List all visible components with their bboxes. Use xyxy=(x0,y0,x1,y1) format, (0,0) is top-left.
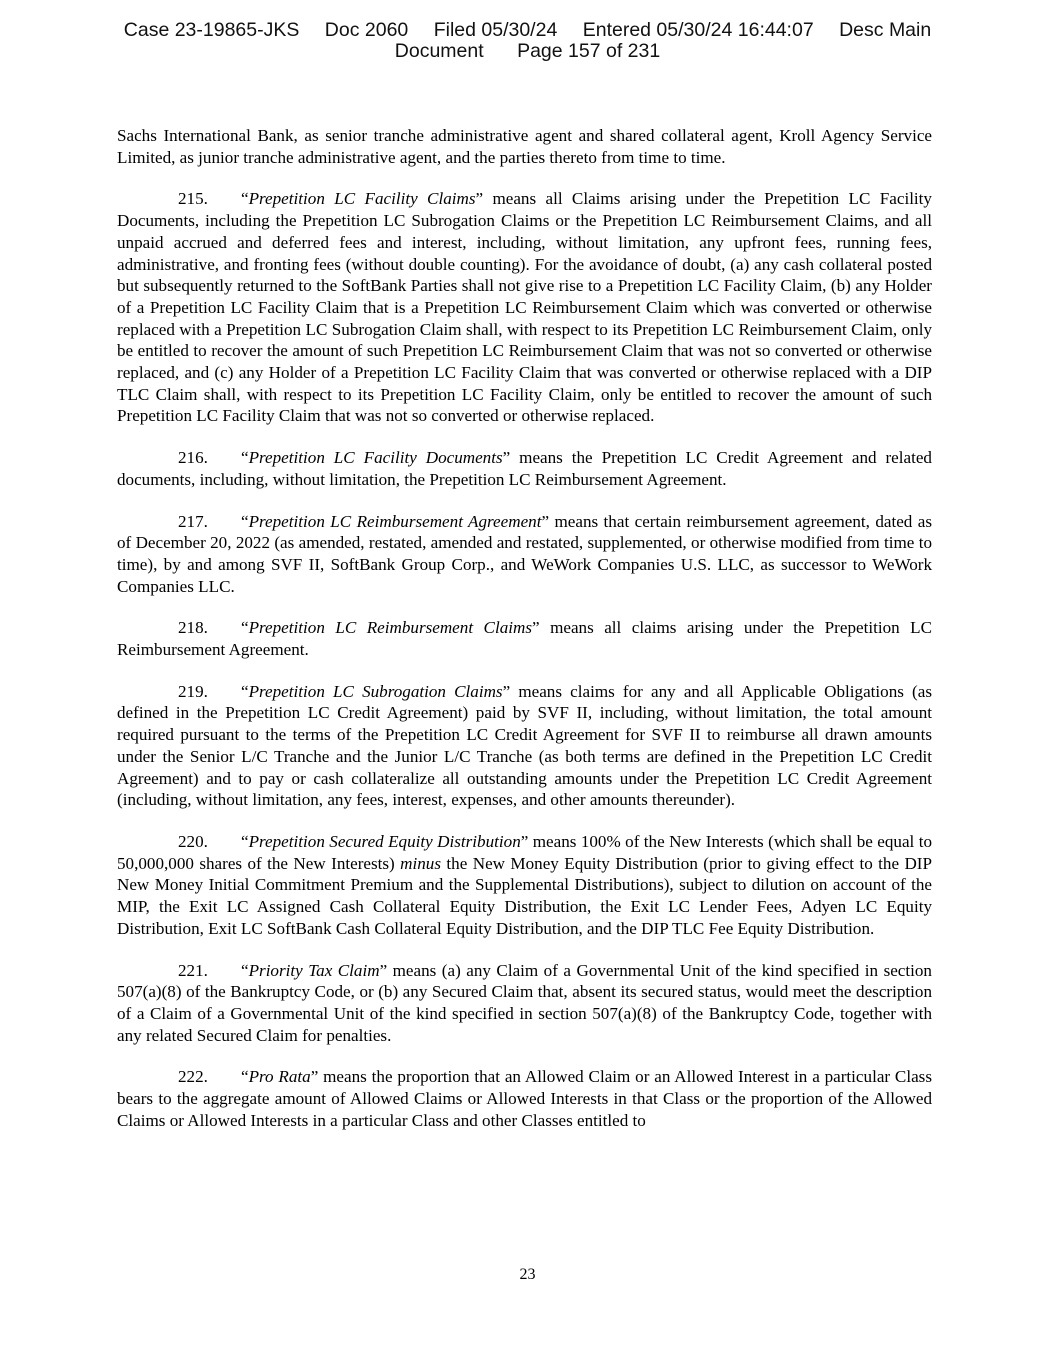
defined-term: Prepetition LC Reimbursement Claims xyxy=(248,618,532,638)
definition-text: ” means 100% of the New Interests (which shall be equal to 50,000,000 shares of the New Interests) xyxy=(117,831,932,873)
defined-term: Prepetition LC Subrogation Claims xyxy=(248,681,503,701)
emphasis-minus: minus xyxy=(400,853,441,873)
definition-219: 219. “Prepetition LC Subrogation Claims” means claims for any and all Applicable Obligations (as defined in the Prepetition LC Credit Agreement) paid by SVF II, including, without limitation, the total amount required pursuant to the terms of the Prepetition LC Credit Agreement for SVF II to reimburse all drawn amounts under the Senior L/C Tranche and the Junior L/C Tranche (as both terms are defined in the Prepetition LC Credit Agreement) and to pay or cash collateralize all outstanding amounts under the Prepetition LC Credit Agreement (including, without limitation, any fees, interest, expenses, and other amounts thereunder). xyxy=(117,681,932,810)
doc-number: Doc 2060 xyxy=(324,19,409,41)
definition-number: 220. xyxy=(178,831,208,851)
definition-number: 219. xyxy=(178,681,208,701)
document-body xyxy=(117,125,932,1151)
definition-text-continued: the New Money Equity Distribution (prior to giving effect to the DIP New Money Initial Commitment Premium and the Supplemental Distributions), subject to dilution on account of the MIP, the Exit LC Assigned Cash Collateral Equity Distribution, the Exit LC Lender Fees, Adyen LC Equity Distribution, Exit LC SoftBank Cash Collateral Equity Distribution, and the DIP TLC Fee Equity Distribution. xyxy=(117,853,933,938)
definition-text: ” means the proportion that an Allowed Claim or an Allowed Interest in a particular Class bears to the aggregate amount of Allowed Claims or Allowed Interests in that Class or the proportion of the Allowed Claims or Allowed Interests in a particular Class and other Classes entitled to xyxy=(117,1067,932,1130)
defined-term: Prepetition LC Facility Claims xyxy=(248,189,476,209)
definition-text: ” means claims for any and all Applicable Obligations (as defined in the Prepetition LC Credit Agreement) paid by SVF II, including, without limitation, the total amount required pursuant to the terms of the Prepetition LC Credit Agreement for SVF II to reimburse all drawn amounts under the Senior L/C Tranche and the Junior L/C Tranche (as both terms are defined in the Prepetition LC Credit Agreement) and to pay or cash collateralize all outstanding amounts under the Prepetition LC Credit Agreement (including, without limitation, any fees, interest, expenses, and other amounts thereunder). xyxy=(117,681,932,810)
definition-number: 218. xyxy=(178,618,208,638)
page-number: 23 xyxy=(519,1266,536,1283)
header-line-2 xyxy=(0,41,1055,62)
definition-222: 222. “Pro Rata” means the proportion that an Allowed Claim or an Allowed Interest in a particular Class bears to the aggregate amount of Allowed Claims or Allowed Interests in that Class or the proportion of the Allowed Claims or Allowed Interests in a particular Class and other Classes entitled to xyxy=(117,1067,932,1130)
definition-text: ” means that certain reimbursement agreement, dated as of December 20, 2022 (as amended, restated, amended and restated, supplemented, or otherwise modified from time to time), by and among SVF II, SoftBank Group Corp., and WeWork Companies U.S. LLC, as successor to WeWork Companies LLC. xyxy=(117,511,933,596)
definition-215: 215. “Prepetition LC Facility Claims” means all Claims arising under the Prepetition LC Facility Documents, including the Prepetition LC Subrogation Claims or the Prepetition LC Reimbursement Claims, and all unpaid accrued and deferred fees and interest, including, without limitation, any upfront fees, running fees, administrative, and fronting fees (without double counting). For the avoidance of doubt, (a) any cash collateral posted but subsequently returned to the SoftBank Parties shall not give rise to a Prepetition LC Facility Claim, (b) any Holder of a Prepetition LC Facility Claim that is a Prepetition LC Reimbursement Claim which was converted or otherwise replaced with a Prepetition LC Subrogation Claim shall, with respect to its Prepetition LC Reimbursement Claim, only be entitled to recover the amount of such Prepetition LC Reimbursement Claim that was not so converted or otherwise replaced, and (c) any Holder of a Prepetition LC Facility Claim that was converted or otherwise replaced with a DIP TLC Claim shall, with respect to its Prepetition LC Facility Claim, only be entitled to recover the amount of such Prepetition LC Facility Claim that was not so converted or otherwise replaced. xyxy=(117,189,932,426)
document-label: Document xyxy=(394,40,484,62)
definition-text: ” means all claims arising under the Prepetition LC Reimbursement Agreement. xyxy=(117,618,932,660)
header-line-1 xyxy=(0,20,1055,41)
definition-217: 217. “Prepetition LC Reimbursement Agreement” means that certain reimbursement agreement, dated as of December 20, 2022 (as amended, restated, amended and restated, supplemented, or otherwise modified from time to time), by and among SVF II, SoftBank Group Corp., and WeWork Companies U.S. LLC, as successor to WeWork Companies LLC. xyxy=(117,511,933,596)
definition-number: 221. xyxy=(178,960,208,980)
definition-number: 217. xyxy=(178,511,208,531)
definition-number: 215. xyxy=(178,189,208,209)
defined-term: Prepetition LC Facility Documents xyxy=(248,448,503,468)
defined-term: Prepetition LC Reimbursement Agreement xyxy=(248,511,542,531)
continuation-paragraph: Sachs International Bank, as senior tranche administrative agent and shared collateral agent, Kroll Agency Service Limited, as junior tranche administrative agent, and the parties thereto from time to time. xyxy=(117,126,932,167)
case-number: Case 23-19865-JKS xyxy=(123,19,300,41)
doc-description: Desc Main xyxy=(839,19,932,41)
definition-221: 221. “Priority Tax Claim” means (a) any Claim of a Governmental Unit of the kind specified in section 507(a)(8) of the Bankruptcy Code, or (b) any Secured Claim that, absent its secured status, would meet the description of a Claim of a Governmental Unit of the kind specified in section 507(a)(8) of the Bankruptcy Code, together with any related Secured Claim for penalties. xyxy=(117,960,932,1045)
definition-220: 220. “Prepetition Secured Equity Distribution” means 100% of the New Interests (which shall be equal to 50,000,000 shares of the New Interests) minus the New Money Equity Distribution (prior to giving effect to the DIP New Money Initial Commitment Premium and the Supplemental Distributions), subject to dilution on account of the MIP, the Exit LC Assigned Cash Collateral Equity Distribution, the Exit LC Lender Fees, Adyen LC Equity Distribution, Exit LC SoftBank Cash Collateral Equity Distribution, and the DIP TLC Fee Equity Distribution. xyxy=(117,831,933,938)
definition-number: 216. xyxy=(178,448,208,468)
page-indicator: Page 157 of 231 xyxy=(517,40,661,62)
filed-date: Filed 05/30/24 xyxy=(433,19,558,41)
definition-218: 218. “Prepetition LC Reimbursement Claims” means all claims arising under the Prepetition LC Reimbursement Agreement. xyxy=(117,618,932,660)
definition-number: 222. xyxy=(178,1067,208,1087)
defined-term: Pro Rata xyxy=(248,1067,311,1087)
entered-date: Entered 05/30/24 16:44:07 xyxy=(582,19,814,41)
definition-text: ” means the Prepetition LC Credit Agreement and related documents, including, without limitation, the Prepetition LC Reimbursement Agreement. xyxy=(117,448,932,489)
defined-term: Prepetition Secured Equity Distribution xyxy=(248,831,521,851)
definition-text: ” means (a) any Claim of a Governmental Unit of the kind specified in section 507(a)(8) of the Bankruptcy Code, or (b) any Secured Claim that, absent its secured status, would meet the description of a Claim of a Governmental Unit of the kind specified in section 507(a)(8) of the Bankruptcy Code, together with any related Secured Claim for penalties. xyxy=(117,960,932,1045)
defined-term: Priority Tax Claim xyxy=(248,960,380,980)
definition-216: 216. “Prepetition LC Facility Documents” means the Prepetition LC Credit Agreement and related documents, including, without limitation, the Prepetition LC Reimbursement Agreement. xyxy=(117,448,932,489)
court-filing-header xyxy=(0,20,1055,62)
definition-text: ” means all Claims arising under the Prepetition LC Facility Documents, including the Prepetition LC Subrogation Claims or the Prepetition LC Reimbursement Claims, and all unpaid accrued and deferred fees and interest, including, without limitation, any upfront fees, running fees, administrative, and fronting fees (without double counting). For the avoidance of doubt, (a) any cash collateral posted but subsequently returned to the SoftBank Parties shall not give rise to a Prepetition LC Facility Claim, (b) any Holder of a Prepetition LC Facility Claim that is a Prepetition LC Reimbursement Claim which was converted or otherwise replaced with a Prepetition LC Subrogation Claim shall, with respect to its Prepetition LC Reimbursement Claim, only be entitled to recover the amount of such Prepetition LC Reimbursement Claim that was not so converted or otherwise replaced, and (c) any Holder of a Prepetition LC Facility Claim that was converted or otherwise replaced with a DIP TLC Claim shall, with respect to its Prepetition LC Facility Claim, only be entitled to recover the amount of such Prepetition LC Facility Claim that was not so converted or otherwise replaced. xyxy=(117,189,932,426)
